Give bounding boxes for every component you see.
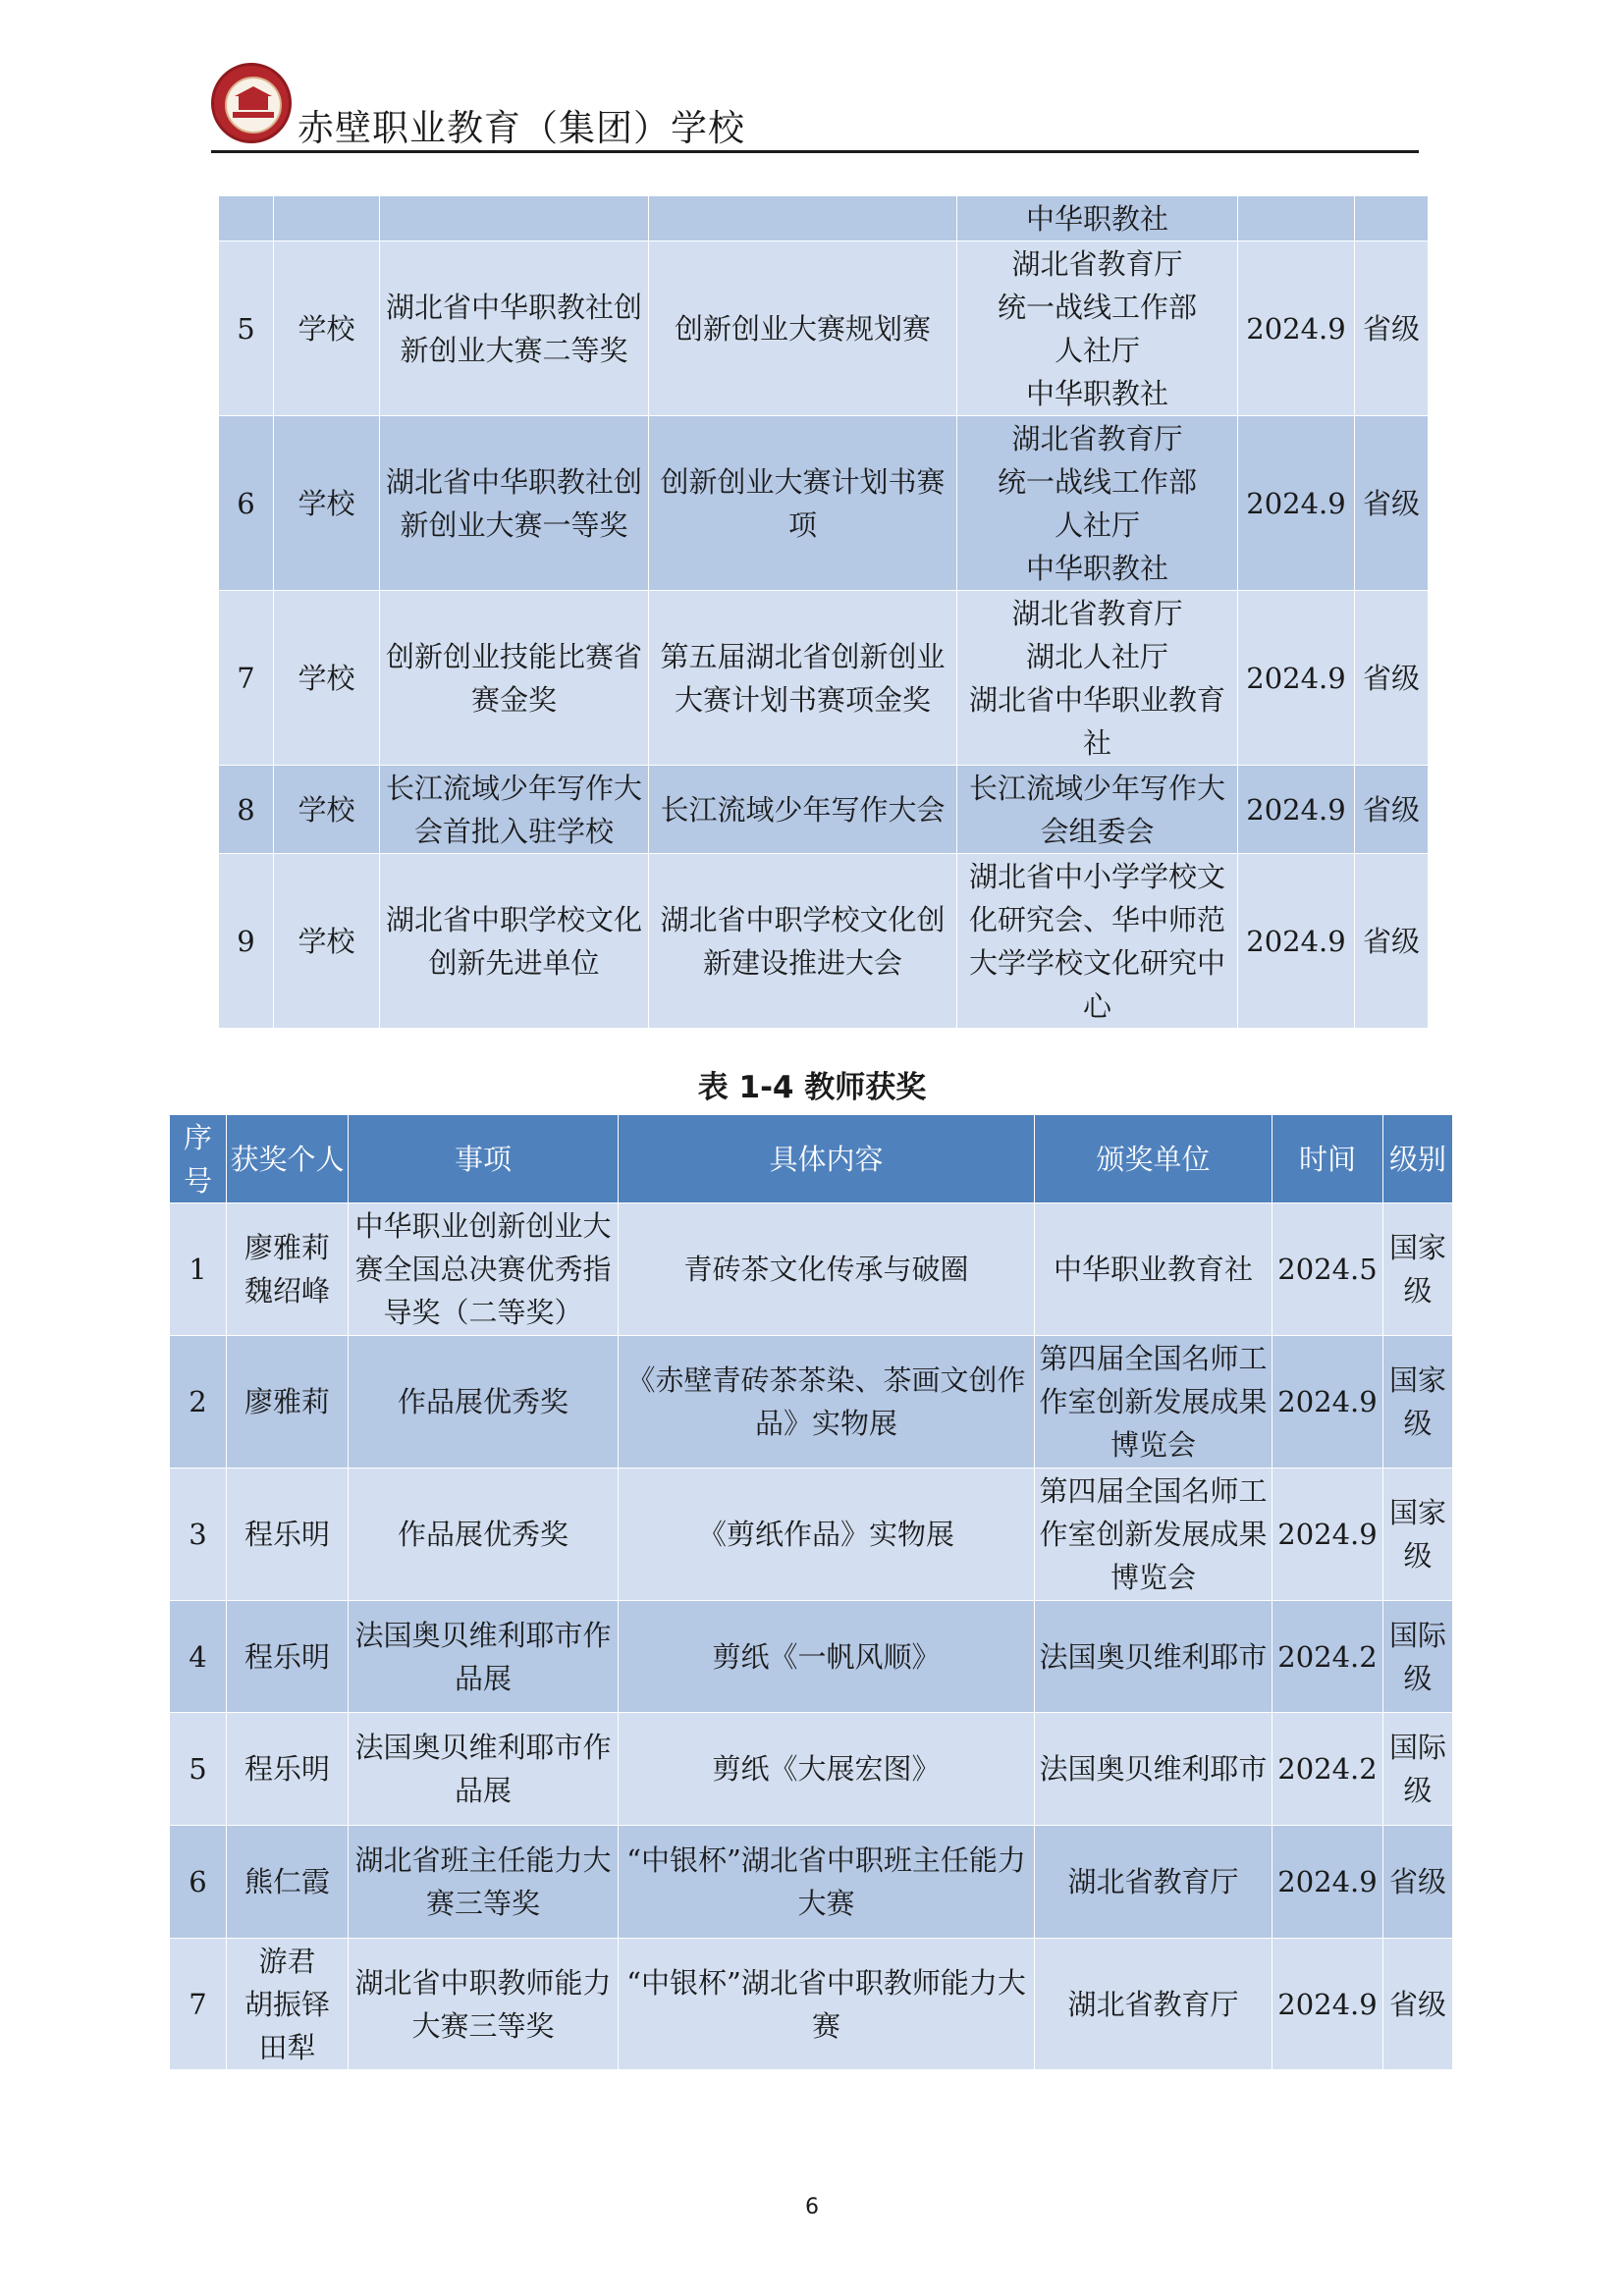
table-cell: 学校 <box>274 591 380 766</box>
table-cell: 省级 <box>1355 416 1429 591</box>
table-cell: 法国奥贝维利耶市作品展 <box>349 1601 619 1713</box>
table-cell: 湖北省教育厅 统一战线工作部 人社厅 中华职教社 <box>957 241 1238 416</box>
table-cell: 长江流域少年写作大会首批入驻学校 <box>380 766 649 854</box>
table-cell: 9 <box>219 854 274 1029</box>
table-cell: 程乐明 <box>227 1468 349 1601</box>
table-cell: 2024.9 <box>1272 1468 1383 1601</box>
table-cell: 2024.9 <box>1272 1939 1383 2070</box>
table-cell: 6 <box>219 416 274 591</box>
table-caption: 表 1-4 教师获奖 <box>697 1070 927 1105</box>
table-cell: 2024.9 <box>1238 241 1355 416</box>
table-cell: 法国奥贝维利耶市 <box>1035 1601 1272 1713</box>
column-header: 获奖个人 <box>227 1115 349 1203</box>
table-row <box>170 1826 1453 1939</box>
page-number: 6 <box>805 2195 819 2219</box>
table-cell: 省级 <box>1383 1826 1453 1939</box>
table-cell: 第四届全国名师工作室创新发展成果博览会 <box>1035 1336 1272 1468</box>
table-cell: 第五届湖北省创新创业大赛计划书赛项金奖 <box>649 591 957 766</box>
school-awards-table-continued <box>218 195 1429 1029</box>
table-cell <box>380 196 649 241</box>
table-row <box>219 766 1429 854</box>
table-cell <box>1238 196 1355 241</box>
column-header: 序号 <box>170 1115 227 1203</box>
table-cell: 《剪纸作品》实物展 <box>619 1468 1035 1601</box>
table-cell: 省级 <box>1355 241 1429 416</box>
table-cell: 7 <box>219 591 274 766</box>
school-seal-icon <box>211 63 292 143</box>
table-cell <box>274 196 380 241</box>
table-cell: 学校 <box>274 241 380 416</box>
table-row <box>219 416 1429 591</box>
table-cell <box>649 196 957 241</box>
table-cell: 省级 <box>1355 766 1429 854</box>
table-cell: 程乐明 <box>227 1601 349 1713</box>
table-cell: 2024.5 <box>1272 1203 1383 1336</box>
table-cell: 湖北省教育厅 <box>1035 1939 1272 2070</box>
table-cell: 2024.9 <box>1238 591 1355 766</box>
table-row <box>170 1336 1453 1468</box>
table-cell: 作品展优秀奖 <box>349 1468 619 1601</box>
table-cell: 廖雅莉 魏绍峰 <box>227 1203 349 1336</box>
table-cell: 2024.2 <box>1272 1601 1383 1713</box>
table-cell: 2 <box>170 1336 227 1468</box>
table-cell: 廖雅莉 <box>227 1336 349 1468</box>
table-cell: 湖北省中职教师能力大赛三等奖 <box>349 1939 619 2070</box>
column-header: 颁奖单位 <box>1035 1115 1272 1203</box>
column-header: 具体内容 <box>619 1115 1035 1203</box>
table-row <box>170 1468 1453 1601</box>
table-cell: 2024.9 <box>1238 416 1355 591</box>
column-header: 级别 <box>1383 1115 1453 1203</box>
table-cell: 学校 <box>274 854 380 1029</box>
table-row <box>170 1713 1453 1826</box>
table-cell: 湖北省教育厅 统一战线工作部 人社厅 中华职教社 <box>957 416 1238 591</box>
table-cell: “中银杯”湖北省中职班主任能力大赛 <box>619 1826 1035 1939</box>
table-cell: 2024.9 <box>1238 854 1355 1029</box>
table-cell: 学校 <box>274 766 380 854</box>
table-cell: 剪纸《大展宏图》 <box>619 1713 1035 1826</box>
table-cell: 湖北省教育厅 <box>1035 1826 1272 1939</box>
table-cell: 8 <box>219 766 274 854</box>
table-cell <box>1355 196 1429 241</box>
school-name: 赤壁职业教育（集团）学校 <box>298 107 745 149</box>
table-cell: 7 <box>170 1939 227 2070</box>
table-cell: 湖北省中职学校文化创新建设推进大会 <box>649 854 957 1029</box>
table-cell: 2024.9 <box>1272 1826 1383 1939</box>
table-cell: 第四届全国名师工作室创新发展成果博览会 <box>1035 1468 1272 1601</box>
table-cell: 法国奥贝维利耶市作品展 <box>349 1713 619 1826</box>
table-cell: 熊仁霞 <box>227 1826 349 1939</box>
table-cell: 法国奥贝维利耶市 <box>1035 1713 1272 1826</box>
table-cell: 2024.9 <box>1272 1336 1383 1468</box>
table-cell: 国际级 <box>1383 1713 1453 1826</box>
table-row <box>219 241 1429 416</box>
table-cell: 《赤壁青砖茶茶染、茶画文创作品》实物展 <box>619 1336 1035 1468</box>
table-cell: 省级 <box>1355 591 1429 766</box>
table-cell: 青砖茶文化传承与破圈 <box>619 1203 1035 1336</box>
table-cell: 国家级 <box>1383 1203 1453 1336</box>
table-cell: 湖北省班主任能力大赛三等奖 <box>349 1826 619 1939</box>
table-row <box>170 1203 1453 1336</box>
table-cell: 湖北省中小学学校文化研究会、华中师范大学学校文化研究中心 <box>957 854 1238 1029</box>
table-cell <box>219 196 274 241</box>
table-row <box>219 854 1429 1029</box>
header-rule <box>211 150 1419 153</box>
table-cell: 2024.9 <box>1238 766 1355 854</box>
table-row <box>219 591 1429 766</box>
table-cell: 国家级 <box>1383 1468 1453 1601</box>
teacher-awards-table <box>169 1114 1453 2070</box>
table-cell: 长江流域少年写作大会组委会 <box>957 766 1238 854</box>
table-cell: 省级 <box>1383 1939 1453 2070</box>
column-header: 事项 <box>349 1115 619 1203</box>
table-cell: 2024.2 <box>1272 1713 1383 1826</box>
table-cell: 剪纸《一帆风顺》 <box>619 1601 1035 1713</box>
table-cell: 中华职业教育社 <box>1035 1203 1272 1336</box>
table-cell: 4 <box>170 1601 227 1713</box>
table-cell: 程乐明 <box>227 1713 349 1826</box>
table-cell: 作品展优秀奖 <box>349 1336 619 1468</box>
table-cell: 湖北省中华职教社创新创业大赛二等奖 <box>380 241 649 416</box>
table-cell: 3 <box>170 1468 227 1601</box>
table-cell: 学校 <box>274 416 380 591</box>
table-cell: 6 <box>170 1826 227 1939</box>
table-row <box>170 1601 1453 1713</box>
table-cell: 创新创业大赛规划赛 <box>649 241 957 416</box>
table-cell: 创新创业技能比赛省赛金奖 <box>380 591 649 766</box>
table-cell: 1 <box>170 1203 227 1336</box>
table-header-row <box>170 1115 1453 1203</box>
table-cell: 省级 <box>1355 854 1429 1029</box>
table-cell: 长江流域少年写作大会 <box>649 766 957 854</box>
table-row <box>219 196 1429 241</box>
table-cell: “中银杯”湖北省中职教师能力大赛 <box>619 1939 1035 2070</box>
table-cell: 创新创业大赛计划书赛项 <box>649 416 957 591</box>
table-cell: 游君 胡振铎 田犁 <box>227 1939 349 2070</box>
table-cell: 国家级 <box>1383 1336 1453 1468</box>
table-cell: 5 <box>170 1713 227 1826</box>
table-cell: 湖北省中华职教社创新创业大赛一等奖 <box>380 416 649 591</box>
table-cell: 5 <box>219 241 274 416</box>
page-header <box>211 63 1419 153</box>
table-cell: 国际级 <box>1383 1601 1453 1713</box>
table-cell: 湖北省中职学校文化创新先进单位 <box>380 854 649 1029</box>
table-cell: 中华职教社 <box>957 196 1238 241</box>
table-cell: 中华职业创新创业大赛全国总决赛优秀指导奖（二等奖） <box>349 1203 619 1336</box>
table-cell: 湖北省教育厅 湖北人社厅 湖北省中华职业教育社 <box>957 591 1238 766</box>
column-header: 时间 <box>1272 1115 1383 1203</box>
table-row <box>170 1939 1453 2070</box>
